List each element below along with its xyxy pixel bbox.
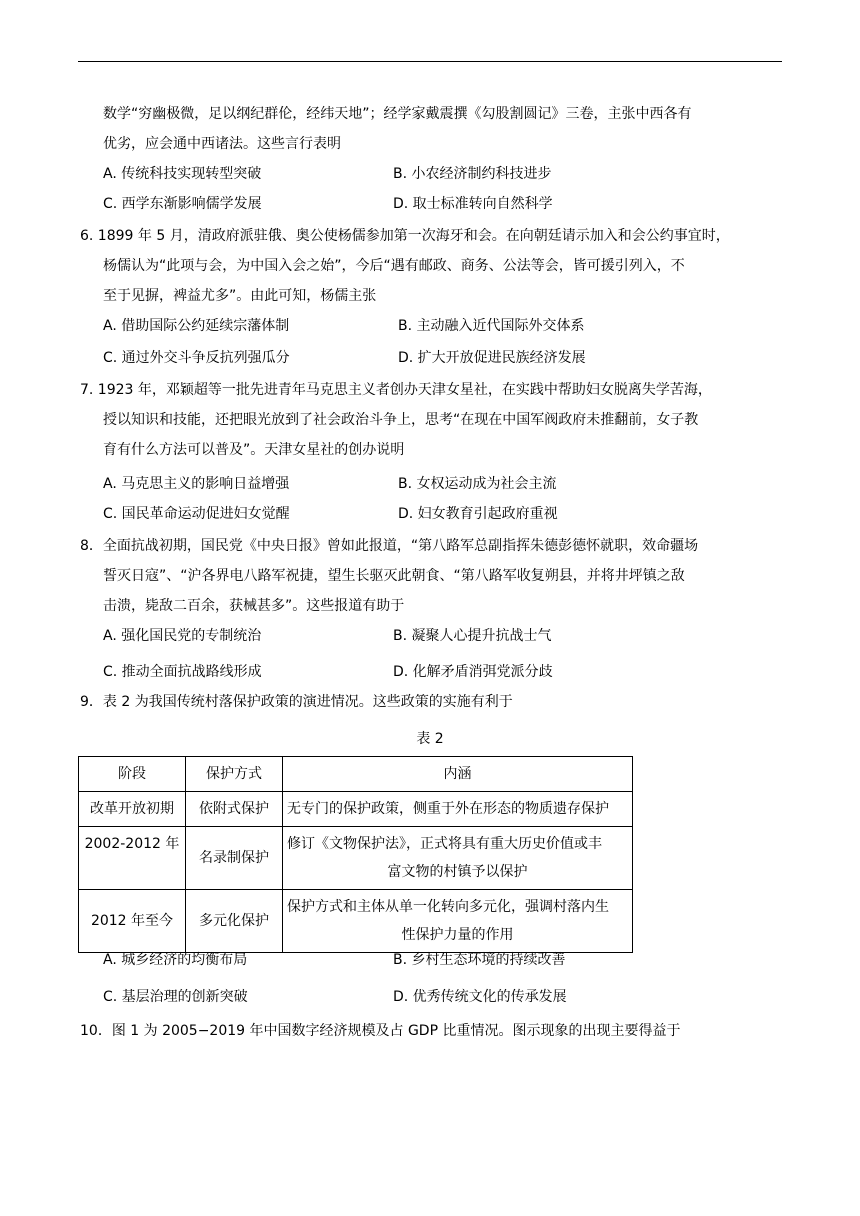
text-line: D. 化解矛盾消弭党派分歧 xyxy=(393,664,553,680)
text-line: B. 凝聚人心提升抗战士气 xyxy=(393,628,552,644)
text-line: C. 推动全面抗战路线形成 xyxy=(103,664,262,680)
table-row xyxy=(79,827,633,890)
text-line: A. 城乡经济的均衡布局 xyxy=(103,952,248,968)
text-line: 6. 1899 年 5 月，清政府派驻俄、奥公使杨儒参加第一次海牙和会。在向朝廷请示加入和会公约事宜时， xyxy=(80,228,730,244)
text-line: B. 小农经济制约科技进步 xyxy=(393,166,552,182)
text-line: B. 女权运动成为社会主流 xyxy=(398,476,557,492)
table-caption: 表 2 xyxy=(416,731,444,747)
method-cell: 多元化保护 xyxy=(186,890,283,953)
text-line: B. 主动融入近代国际外交体系 xyxy=(398,318,585,334)
content-cell xyxy=(283,890,633,953)
table-header-row xyxy=(79,757,633,792)
policy-table xyxy=(78,756,633,953)
table-row xyxy=(79,890,633,953)
text-line: D. 妇女教育引起政府重视 xyxy=(398,506,558,522)
text-line: 育有什么方法可以普及”。天津女星社的创办说明 xyxy=(103,442,405,458)
text-line: A. 传统科技实现转型突破 xyxy=(103,166,262,182)
content-line: 修订《文物保护法》，正式将具有重大历史价值或丰 xyxy=(287,836,602,852)
text-line: 7. 1923 年，邓颖超等一批先进青年马克思主义者创办天津女星社，在实践中帮助妇女脱离失学苦海， xyxy=(80,382,712,398)
text-line: C. 基层治理的创新突破 xyxy=(103,989,248,1005)
text-line: C. 国民革命运动促进妇女觉醒 xyxy=(103,506,290,522)
text-line: B. 乡村生态环境的持续改善 xyxy=(393,952,566,968)
text-line: D. 优秀传统文化的传承发展 xyxy=(393,989,567,1005)
text-line: A. 强化国民党的专制统治 xyxy=(103,628,262,644)
method-cell: 名录制保护 xyxy=(186,827,283,890)
stage-cell: 2002-2012 年 xyxy=(79,827,186,890)
text-line: D. 扩大开放促进民族经济发展 xyxy=(398,350,586,366)
text-line: 杨儒认为“此项与会，为中国入会之始”，今后“遇有邮政、商务、公法等会，皆可援引列入，不 xyxy=(103,258,685,274)
text-line: C. 西学东渐影响儒学发展 xyxy=(103,196,262,212)
text-line: 击溃，毙敌二百余，获械甚多”。这些报道有助于 xyxy=(103,598,405,614)
text-line: C. 通过外交斗争反抗列强瓜分 xyxy=(103,350,290,366)
content-cell xyxy=(283,827,633,890)
method-cell: 依附式保护 xyxy=(186,792,283,827)
stage-cell: 改革开放初期 xyxy=(79,792,186,827)
text-line: 至于见摒，裨益尤多”。由此可知，杨儒主张 xyxy=(103,288,377,304)
content-cell xyxy=(283,792,633,827)
text-line: 数学“穷幽极微，足以纲纪群伦，经纬天地”；经学家戴震撰《勾股割圆记》三卷，主张中西各有 xyxy=(103,106,692,122)
content-line: 保护方式和主体从单一化转向多元化，强调村落内生 xyxy=(287,899,609,915)
content-line: 无专门的保护政策，侧重于外在形态的物质遗存保护 xyxy=(287,801,609,817)
header-cell-content: 内涵 xyxy=(283,757,633,792)
text-line: A. 借助国际公约延续宗藩体制 xyxy=(103,318,290,334)
table-row xyxy=(79,792,633,827)
text-line: 优劣，应会通中西诸法。这些言行表明 xyxy=(103,136,341,152)
text-line: 授以知识和技能，还把眼光放到了社会政治斗争上，思考“在现在中国军阀政府未推翻前，女子教 xyxy=(103,412,699,428)
text-line: D. 取士标准转向自然科学 xyxy=(393,196,553,212)
header-cell-stage: 阶段 xyxy=(79,757,186,792)
content-line: 富文物的村镇予以保护 xyxy=(387,864,528,880)
text-line: 誓灭日寇”、“沪各界电八路军祝捷，望生长驱灭此朝食、“第八路军收复朔县，并将井坪镇之敌 xyxy=(103,568,685,584)
header-rule xyxy=(78,61,782,62)
stage-cell: 2012 年至今 xyxy=(79,890,186,953)
text-line: 8．全面抗战初期，国民党《中央日报》曾如此报道，“第八路军总副指挥朱德彭德怀就职，效命疆场 xyxy=(80,538,699,554)
content-line: 性保护力量的作用 xyxy=(401,927,514,943)
header-cell-method: 保护方式 xyxy=(186,757,283,792)
text-line: 10．图 1 为 2005−2019 年中国数字经济规模及占 GDP 比重情况。图示现象的出现主要得益于 xyxy=(80,1023,681,1039)
text-line: A. 马克思主义的影响日益增强 xyxy=(103,476,290,492)
text-line: 9．表 2 为我国传统村落保护政策的演进情况。这些政策的实施有利于 xyxy=(80,694,513,710)
